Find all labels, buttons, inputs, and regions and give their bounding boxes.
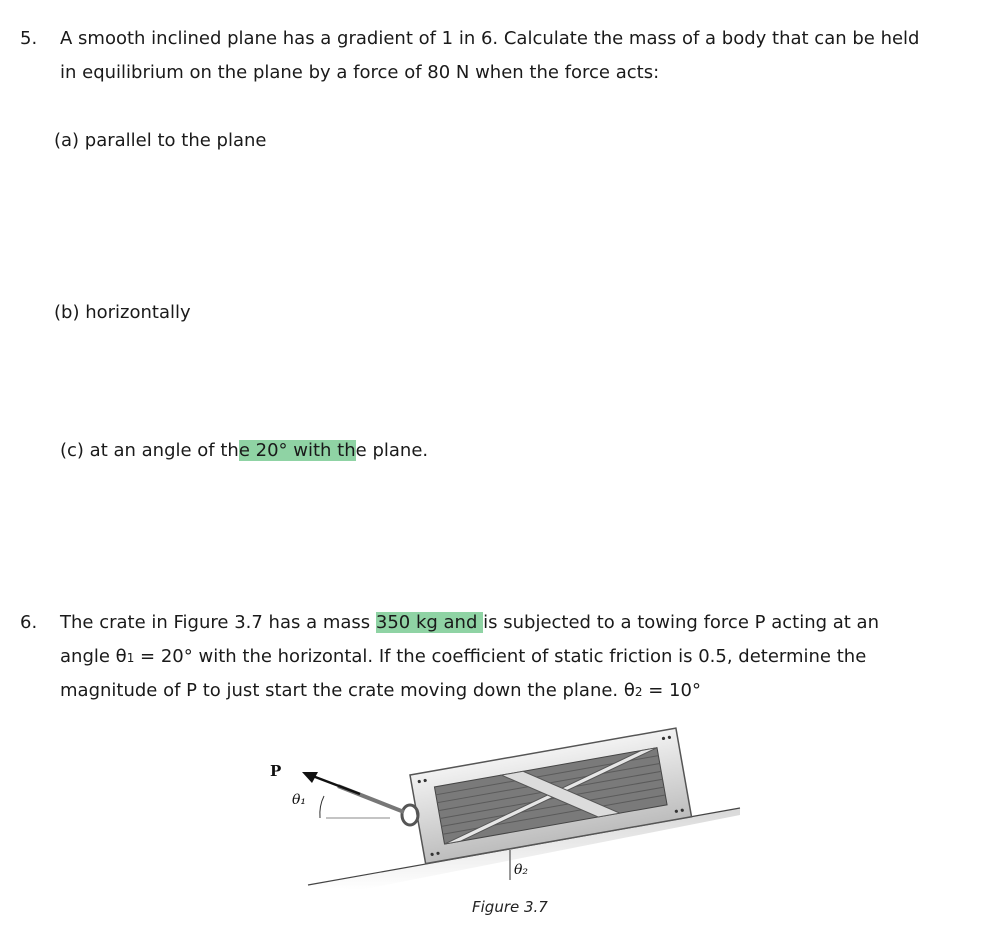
- part-a: (a) parallel to the plane: [54, 130, 267, 151]
- text: is subjected to a towing force P acting at an: [483, 612, 879, 633]
- part-c-text-end: e plane.: [355, 440, 429, 461]
- part-c-text: (c) at an angle of th: [60, 440, 239, 461]
- question-number: 6.: [20, 612, 38, 633]
- force-arrow: [310, 775, 360, 794]
- subscript: 2: [634, 685, 643, 699]
- text: = 20° with the horizontal. If the coefficient of static friction is 0.5, determine the: [134, 646, 867, 667]
- subscript: 1: [126, 651, 135, 665]
- question-6-line-2: [60, 640, 970, 675]
- force-label: P: [270, 762, 282, 780]
- text: = 10°: [642, 680, 701, 701]
- text: magnitude of P to just start the crate moving down the plane. θ: [60, 680, 635, 701]
- crate-figure: [270, 720, 750, 890]
- theta1-label: θ₁: [292, 792, 307, 808]
- part-b: (b) horizontally: [54, 302, 191, 323]
- question-5-line-1: A smooth inclined plane has a gradient of 1 in 6. Calculate the mass of a body that can be held: [60, 28, 920, 49]
- figure-caption: Figure 3.7: [472, 898, 548, 916]
- question-5-line-2: in equilibrium on the plane by a force of 80 N when the force acts:: [60, 62, 660, 83]
- angle-arc-theta1: [320, 796, 324, 818]
- tow-hook: [402, 805, 418, 825]
- question-6-line-1: [60, 606, 970, 640]
- highlight: 350 kg and: [375, 612, 484, 633]
- part-c: [60, 434, 428, 468]
- highlight: e 20° with th: [238, 440, 356, 461]
- text: angle θ: [60, 646, 127, 667]
- question-number: 5.: [20, 28, 38, 49]
- theta2-label: θ₂: [514, 862, 529, 878]
- text: The crate in Figure 3.7 has a mass: [60, 612, 376, 633]
- question-6-line-3: [60, 674, 970, 709]
